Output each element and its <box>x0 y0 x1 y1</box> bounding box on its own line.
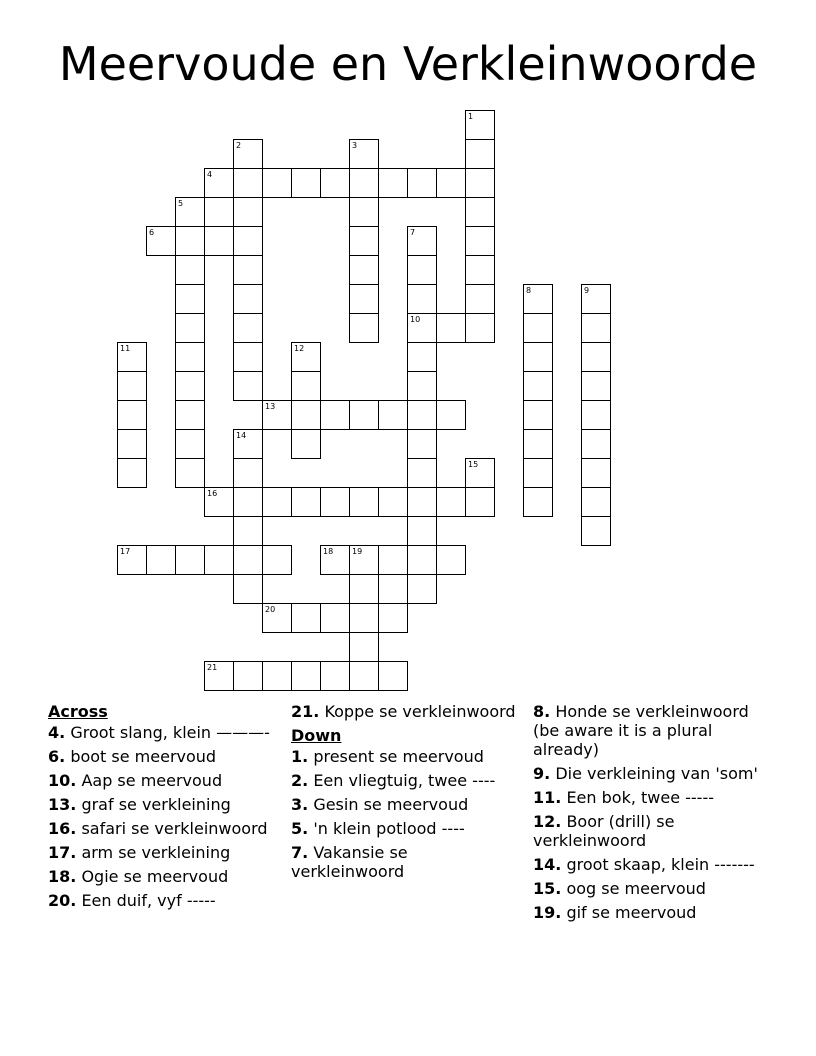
grid-cell[interactable] <box>407 342 437 372</box>
across-clue <box>48 891 274 910</box>
clue-number: 3 <box>352 141 358 150</box>
page-title: Meervoude en Verkleinwoorde <box>58 37 758 91</box>
grid-cell[interactable] <box>349 545 379 575</box>
grid-cell[interactable] <box>233 284 263 314</box>
grid-cell[interactable] <box>233 516 263 546</box>
grid-cell[interactable] <box>349 197 379 227</box>
clues-column-1 <box>48 702 274 915</box>
clue-number-label: 19. <box>533 903 562 922</box>
grid-cell[interactable] <box>349 632 379 662</box>
grid-cell[interactable] <box>523 400 553 430</box>
grid-cell[interactable] <box>378 661 408 691</box>
grid-cell[interactable] <box>349 255 379 285</box>
clue-number: 1 <box>468 112 474 121</box>
across-clue <box>48 843 274 862</box>
grid-cell[interactable] <box>349 226 379 256</box>
clue-number: 2 <box>236 141 242 150</box>
clue-text: Gesin se meervoud <box>313 795 469 814</box>
clue-number-label: 5. <box>291 819 309 838</box>
grid-cell[interactable] <box>407 458 437 488</box>
grid-cell[interactable] <box>407 487 437 517</box>
grid-cell[interactable] <box>465 168 495 198</box>
grid-cell[interactable] <box>204 661 234 691</box>
clue-number-label: 6. <box>48 747 66 766</box>
clue-number-label: 13. <box>48 795 77 814</box>
grid-cell[interactable] <box>436 545 466 575</box>
grid-cell[interactable] <box>581 429 611 459</box>
down-clue <box>533 879 773 898</box>
grid-cell[interactable] <box>262 400 292 430</box>
grid-cell[interactable] <box>262 661 292 691</box>
clue-number-label: 1. <box>291 747 309 766</box>
grid-cell[interactable] <box>407 255 437 285</box>
down-clue <box>533 702 773 759</box>
clue-text: graf se verkleining <box>81 795 231 814</box>
clue-number: 13 <box>265 402 276 411</box>
grid-cell[interactable] <box>465 139 495 169</box>
clue-section-heading: Down <box>291 726 342 745</box>
clue-text: oog se meervoud <box>566 879 706 898</box>
grid-cell[interactable] <box>523 313 553 343</box>
clue-number: 19 <box>352 547 363 556</box>
grid-cell[interactable] <box>291 603 321 633</box>
grid-cell[interactable] <box>117 371 147 401</box>
grid-cell[interactable] <box>378 400 408 430</box>
grid-cell[interactable] <box>175 371 205 401</box>
grid-cell[interactable] <box>117 545 147 575</box>
grid-cell[interactable] <box>233 574 263 604</box>
grid-cell[interactable] <box>349 400 379 430</box>
grid-cell[interactable] <box>349 284 379 314</box>
grid-cell[interactable] <box>465 487 495 517</box>
grid-cell[interactable] <box>407 313 437 343</box>
grid-cell[interactable] <box>407 226 437 256</box>
grid-cell[interactable] <box>407 371 437 401</box>
down-clue <box>291 747 517 766</box>
grid-cell[interactable] <box>436 313 466 343</box>
clue-number-label: 16. <box>48 819 77 838</box>
grid-cell[interactable] <box>320 168 350 198</box>
grid-cell[interactable] <box>523 284 553 314</box>
grid-cell[interactable] <box>233 371 263 401</box>
grid-cell[interactable] <box>436 487 466 517</box>
grid-cell[interactable] <box>175 545 205 575</box>
grid-cell[interactable] <box>320 487 350 517</box>
grid-cell[interactable] <box>349 487 379 517</box>
clue-number: 6 <box>149 228 155 237</box>
grid-cell[interactable] <box>465 284 495 314</box>
clue-number: 17 <box>120 547 131 556</box>
grid-cell[interactable] <box>407 574 437 604</box>
grid-cell[interactable] <box>465 458 495 488</box>
grid-cell[interactable] <box>233 487 263 517</box>
grid-cell[interactable] <box>291 487 321 517</box>
grid-cell[interactable] <box>175 226 205 256</box>
grid-cell[interactable] <box>523 429 553 459</box>
grid-cell[interactable] <box>378 487 408 517</box>
clue-number: 9 <box>584 286 590 295</box>
clue-number: 10 <box>410 315 421 324</box>
across-clue <box>48 723 274 742</box>
grid-cell[interactable] <box>349 313 379 343</box>
grid-cell[interactable] <box>407 400 437 430</box>
grid-cell[interactable] <box>320 545 350 575</box>
clue-number: 16 <box>207 489 218 498</box>
grid-cell[interactable] <box>117 458 147 488</box>
down-clue <box>291 771 517 790</box>
clues-column-2 <box>291 702 517 886</box>
grid-cell[interactable] <box>378 545 408 575</box>
grid-cell[interactable] <box>407 429 437 459</box>
grid-cell[interactable] <box>233 255 263 285</box>
grid-cell[interactable] <box>291 400 321 430</box>
grid-cell[interactable] <box>233 139 263 169</box>
down-clue <box>533 812 773 850</box>
clue-number-label: 21. <box>291 702 320 721</box>
clue-number-label: 12. <box>533 812 562 831</box>
grid-cell[interactable] <box>175 429 205 459</box>
grid-cell[interactable] <box>204 226 234 256</box>
grid-cell[interactable] <box>117 429 147 459</box>
clue-number-label: 20. <box>48 891 77 910</box>
grid-cell[interactable] <box>262 487 292 517</box>
grid-cell[interactable] <box>262 545 292 575</box>
clue-number: 15 <box>468 460 479 469</box>
clue-number-label: 7. <box>291 843 309 862</box>
clue-number: 18 <box>323 547 334 556</box>
grid-cell[interactable] <box>465 197 495 227</box>
grid-cell[interactable] <box>349 661 379 691</box>
clue-text: present se meervoud <box>313 747 484 766</box>
clue-number-label: 2. <box>291 771 309 790</box>
clue-text: Vakansie se verkleinwoord <box>291 843 408 881</box>
clue-text: boot se meervoud <box>70 747 217 766</box>
clue-text: Groot slang, klein ———- <box>70 723 270 742</box>
grid-cell[interactable] <box>581 458 611 488</box>
grid-cell[interactable] <box>233 429 263 459</box>
grid-cell[interactable] <box>233 545 263 575</box>
clue-number-label: 11. <box>533 788 562 807</box>
grid-cell[interactable] <box>233 197 263 227</box>
clue-text: Een duif, vyf ----- <box>81 891 216 910</box>
grid-cell[interactable] <box>581 284 611 314</box>
clue-section-heading: Across <box>48 702 108 721</box>
grid-cell[interactable] <box>146 545 176 575</box>
grid-cell[interactable] <box>175 458 205 488</box>
grid-cell[interactable] <box>523 342 553 372</box>
clue-number: 4 <box>207 170 213 179</box>
grid-cell[interactable] <box>581 516 611 546</box>
clue-text: Een bok, twee ----- <box>566 788 714 807</box>
down-clue <box>533 903 773 922</box>
grid-cell[interactable] <box>233 168 263 198</box>
clue-text: Een vliegtuig, twee ---- <box>313 771 496 790</box>
clue-number: 5 <box>178 199 184 208</box>
grid-cell[interactable] <box>233 661 263 691</box>
across-clue <box>48 867 274 886</box>
grid-cell[interactable] <box>581 487 611 517</box>
grid-cell[interactable] <box>262 603 292 633</box>
grid-cell[interactable] <box>175 342 205 372</box>
down-clue <box>291 795 517 814</box>
down-clue <box>291 843 517 881</box>
grid-cell[interactable] <box>436 400 466 430</box>
grid-cell[interactable] <box>175 313 205 343</box>
grid-cell[interactable] <box>349 574 379 604</box>
grid-cell[interactable] <box>233 458 263 488</box>
clue-text: Die verkleining van 'som' <box>555 764 758 783</box>
clues-column-3 <box>533 702 773 927</box>
across-clue <box>48 795 274 814</box>
grid-cell[interactable] <box>204 545 234 575</box>
grid-cell[interactable] <box>407 516 437 546</box>
clue-number-label: 14. <box>533 855 562 874</box>
clue-number: 20 <box>265 605 276 614</box>
clue-number-label: 8. <box>533 702 551 721</box>
grid-cell[interactable] <box>175 255 205 285</box>
across-clue <box>291 702 517 721</box>
grid-cell[interactable] <box>291 342 321 372</box>
grid-cell[interactable] <box>117 342 147 372</box>
clue-number: 21 <box>207 663 218 672</box>
grid-cell[interactable] <box>204 168 234 198</box>
clue-text: Honde se verkleinwoord (be aware it is a plural already) <box>533 702 749 759</box>
grid-cell[interactable] <box>262 168 292 198</box>
clue-number: 12 <box>294 344 305 353</box>
clue-text: Aap se meervoud <box>81 771 223 790</box>
down-clue <box>533 764 773 783</box>
grid-cell[interactable] <box>378 168 408 198</box>
grid-cell[interactable] <box>407 168 437 198</box>
grid-cell[interactable] <box>407 284 437 314</box>
grid-cell[interactable] <box>349 603 379 633</box>
across-clue <box>48 771 274 790</box>
grid-cell[interactable] <box>175 197 205 227</box>
grid-cell[interactable] <box>117 400 147 430</box>
across-clue <box>48 819 274 838</box>
clue-text: arm se verkleining <box>81 843 231 862</box>
clue-text: safari se verkleinwoord <box>81 819 268 838</box>
grid-cell[interactable] <box>523 458 553 488</box>
grid-cell[interactable] <box>581 371 611 401</box>
clue-number-label: 4. <box>48 723 66 742</box>
grid-cell[interactable] <box>465 255 495 285</box>
clue-text: Koppe se verkleinwoord <box>324 702 516 721</box>
grid-cell[interactable] <box>291 661 321 691</box>
clue-number: 8 <box>526 286 532 295</box>
clue-number-label: 10. <box>48 771 77 790</box>
grid-cell[interactable] <box>581 342 611 372</box>
clue-number-label: 15. <box>533 879 562 898</box>
grid-cell[interactable] <box>407 545 437 575</box>
grid-cell[interactable] <box>233 226 263 256</box>
grid-cell[interactable] <box>233 342 263 372</box>
grid-cell[interactable] <box>204 487 234 517</box>
clue-number: 11 <box>120 344 131 353</box>
clue-text: Ogie se meervoud <box>81 867 229 886</box>
grid-cell[interactable] <box>233 313 263 343</box>
down-clue <box>533 855 773 874</box>
grid-cell[interactable] <box>291 429 321 459</box>
grid-cell[interactable] <box>523 371 553 401</box>
grid-cell[interactable] <box>465 226 495 256</box>
grid-cell[interactable] <box>320 603 350 633</box>
grid-cell[interactable] <box>581 400 611 430</box>
grid-cell[interactable] <box>349 139 379 169</box>
clue-number: 7 <box>410 228 416 237</box>
grid-cell[interactable] <box>436 168 466 198</box>
clue-text: groot skaap, klein ------- <box>566 855 755 874</box>
grid-cell[interactable] <box>378 603 408 633</box>
grid-cell[interactable] <box>320 661 350 691</box>
clue-number-label: 9. <box>533 764 551 783</box>
clue-text: gif se meervoud <box>566 903 697 922</box>
down-clue <box>533 788 773 807</box>
grid-cell[interactable] <box>523 487 553 517</box>
grid-cell[interactable] <box>465 110 495 140</box>
grid-cell[interactable] <box>175 400 205 430</box>
clue-text: 'n klein potlood ---- <box>313 819 465 838</box>
grid-cell[interactable] <box>465 313 495 343</box>
grid-cell[interactable] <box>146 226 176 256</box>
grid-cell[interactable] <box>291 168 321 198</box>
grid-cell[interactable] <box>349 168 379 198</box>
clue-number-label: 17. <box>48 843 77 862</box>
grid-cell[interactable] <box>175 284 205 314</box>
grid-cell[interactable] <box>320 400 350 430</box>
clue-number-label: 3. <box>291 795 309 814</box>
down-clue <box>291 819 517 838</box>
grid-cell[interactable] <box>581 313 611 343</box>
across-clue <box>48 747 274 766</box>
clue-number: 14 <box>236 431 247 440</box>
clue-number-label: 18. <box>48 867 77 886</box>
clue-text: Boor (drill) se verkleinwoord <box>533 812 675 850</box>
grid-cell[interactable] <box>291 371 321 401</box>
